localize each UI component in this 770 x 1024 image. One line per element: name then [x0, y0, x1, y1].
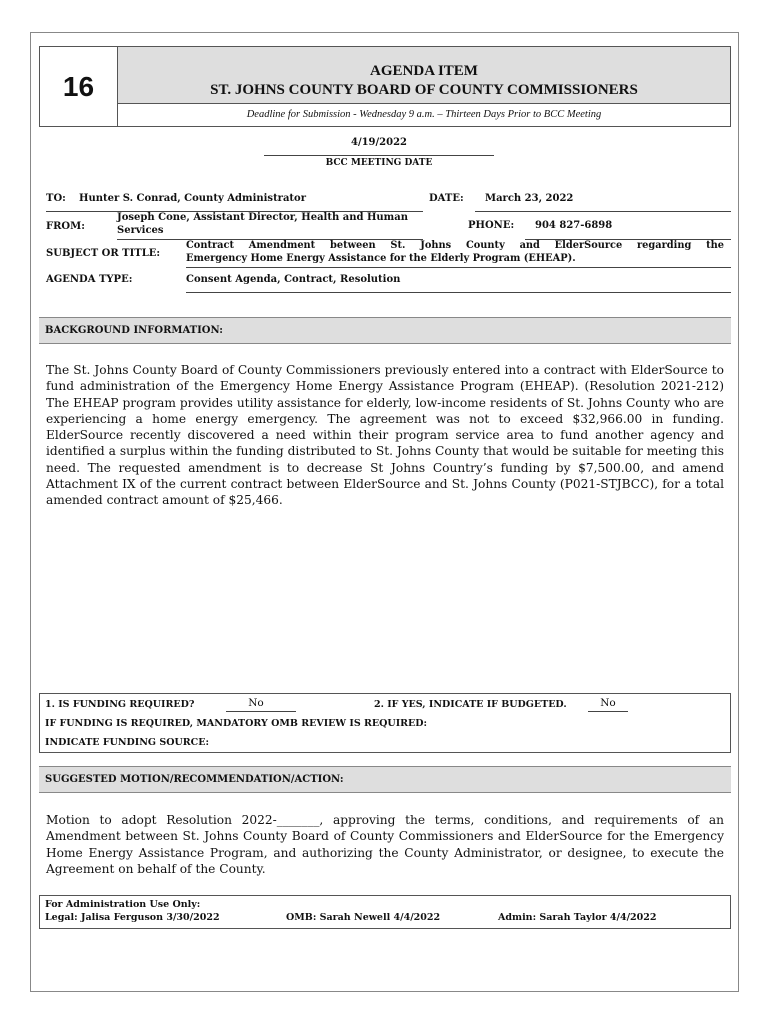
subject-value-line-1: Contract Amendment between St. Johns County and ElderSource regarding the [186, 240, 724, 251]
motion-text: Motion to adopt Resolution 2022-_______, approving the terms, conditions, and requirements of an Amendment between St. Johns County Board of County Commissioners and ElderSource for the Emergency Home Energy Assistance Program, and authorizing the County Administrator, or designee, to execute the Agreement on behalf of the County. [46, 813, 724, 876]
submission-deadline: Deadline for Submission - Wednesday 9 a.m. – Thirteen Days Prior to BCC Meeting [246, 109, 602, 120]
agenda-type-label: AGENDA TYPE: [46, 274, 133, 285]
title-line-2: ST. JOHNS COUNTY BOARD OF COUNTY COMMISSIONERS [210, 82, 638, 98]
to-label: TO: [46, 193, 66, 204]
from-value-line-2: Services [117, 225, 164, 236]
funding-required-rule [226, 711, 296, 712]
budgeted-label: 2. IF YES, INDICATE IF BUDGETED. [374, 699, 567, 710]
meeting-date-label: BCC MEETING DATE [325, 158, 433, 168]
funding-source-line: INDICATE FUNDING SOURCE: [45, 737, 209, 748]
agenda-type-value: Consent Agenda, Contract, Resolution [186, 274, 401, 285]
date-rule [475, 211, 731, 212]
admin-signoff: Admin: Sarah Taylor 4/4/2022 [498, 912, 657, 923]
admin-use-heading: For Administration Use Only: [45, 899, 201, 910]
header-box [39, 46, 731, 127]
from-label: FROM: [46, 221, 85, 232]
omb-review-line: IF FUNDING IS REQUIRED, MANDATORY OMB REVIEW IS REQUIRED: [45, 718, 428, 729]
agenda-item-number: 16 [40, 47, 118, 126]
subject-label: SUBJECT OR TITLE: [46, 248, 161, 259]
phone-value: 904 827-6898 [535, 220, 613, 231]
agenda-page [30, 32, 739, 992]
admin-use-box [39, 895, 731, 929]
background-heading: BACKGROUND INFORMATION: [39, 317, 731, 344]
subject-value-line-2: Emergency Home Energy Assistance for the Elderly Program (EHEAP). [186, 253, 576, 264]
to-value: Hunter S. Conrad, County Administrator [79, 193, 306, 204]
date-label: DATE: [429, 193, 464, 204]
budgeted-rule [588, 711, 628, 712]
funding-required-label: 1. IS FUNDING REQUIRED? [45, 699, 195, 710]
subject-rule [186, 267, 731, 268]
date-value: March 23, 2022 [485, 193, 574, 204]
omb-signoff: OMB: Sarah Newell 4/4/2022 [286, 912, 441, 923]
funding-required-value: No [248, 697, 264, 709]
agenda-type-rule [186, 292, 731, 293]
meeting-date-rule [264, 155, 494, 156]
legal-signoff: Legal: Jalisa Ferguson 3/30/2022 [45, 912, 220, 923]
header-title [118, 47, 730, 104]
budgeted-value: No [600, 697, 616, 709]
from-value-line-1: Joseph Cone, Assistant Director, Health and Human [117, 212, 408, 223]
motion-heading: SUGGESTED MOTION/RECOMMENDATION/ACTION: [39, 766, 731, 793]
title-line-1: AGENDA ITEM [370, 63, 478, 79]
background-text: The St. Johns County Board of County Commissioners previously entered into a contract with ElderSource to fund administration of the Emergency Home Energy Assistance Program (EHEAP). (Resolution 2021-212) The EHEAP program provides utility assistance for elderly, low-income residents of St. Johns County who are experiencing a home energy emergency. The agreement was not to exceed $32,966.00 in funding. ElderSource recently discovered a need within their program service area to fund another agency and identified a surplus within the funding distributed to St. Johns County that would be suitable for meeting this need. The requested amendment is to decrease St Johns Country’s funding by $7,500.00, and amend Attachment IX of the current contract between ElderSource and St. Johns County (P021-STJBCC), for a total amended contract amount of $25,466. [46, 363, 724, 508]
funding-box [39, 693, 731, 753]
phone-label: PHONE: [468, 220, 515, 231]
meeting-date: 4/19/2022 [350, 137, 407, 148]
